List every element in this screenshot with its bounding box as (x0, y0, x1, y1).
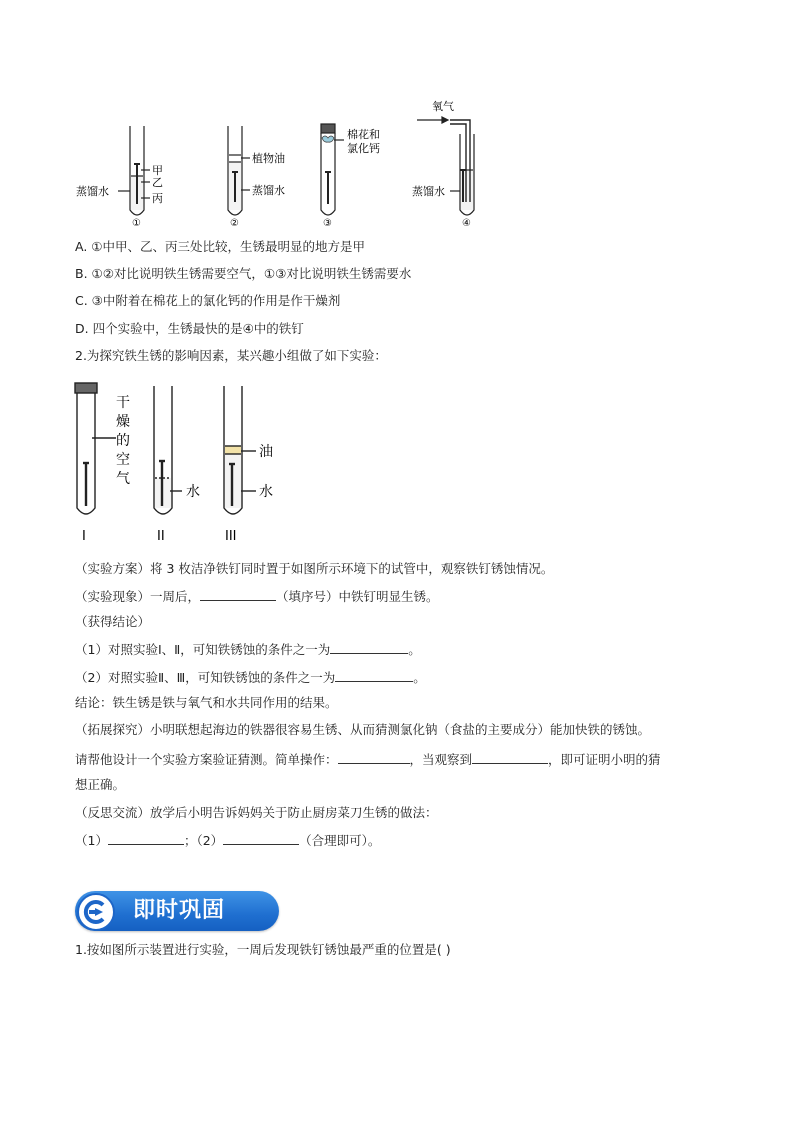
phenomenon-text-b: （填序号）中铁钉明显生锈。 (276, 589, 439, 604)
conclusion-2-text: （2）对照实验Ⅱ、Ⅲ，可知铁锈蚀的条件之一为 (75, 670, 336, 685)
option-d: D. 四个实验中，生锈最快的是④中的铁钉 (75, 321, 304, 336)
label-dry-air-3: 的 (116, 433, 130, 449)
blank-reflection-2[interactable] (223, 831, 299, 845)
blank-conclusion-1[interactable] (330, 640, 408, 654)
conclusion-2 (75, 668, 426, 687)
tube-label-2: II (157, 529, 165, 543)
conclusion-heading: （获得结论） (75, 614, 151, 629)
label-distilled-water-4: 蒸馏水 (412, 185, 445, 198)
option-c: C. ③中附着在棉花上的氯化钙的作用是作干燥剂 (75, 293, 341, 308)
design-experiment-end: 想正确。 (75, 777, 126, 792)
phenomenon-text-a: （实验现象）一周后， (75, 589, 201, 604)
tube-number-2: ② (230, 218, 239, 229)
label-oxygen: 氧气 (432, 100, 454, 113)
blank-conclusion-2[interactable] (335, 668, 413, 682)
figure-rust-experiment-1 (70, 92, 510, 230)
blank-observation[interactable] (472, 750, 548, 764)
conclusion-1 (75, 640, 421, 659)
label-oil-tube-3: 油 (259, 444, 273, 460)
label-cotton-line1: 棉花和 (347, 128, 380, 141)
experiment-phenomenon (75, 587, 439, 606)
option-b: B. ①②对比说明铁生锈需要空气，①③对比说明铁生锈需要水 (75, 266, 412, 281)
reflection-answers (75, 831, 380, 850)
label-water-tube-3: 水 (259, 484, 273, 500)
label-yi: 乙 (152, 176, 163, 189)
reflection-text-3: （合理即可）。 (299, 833, 381, 848)
conclusion-1-end: 。 (408, 642, 421, 657)
conclusion-2-end: 。 (413, 670, 426, 685)
label-bing: 丙 (152, 192, 163, 205)
figure-rust-experiment-2 (66, 378, 306, 543)
reflection-text-2: ；（2） (183, 833, 224, 848)
section-banner (75, 887, 281, 933)
label-jia: 甲 (152, 164, 163, 177)
label-dry-air-5: 气 (116, 471, 130, 487)
label-vegetable-oil: 植物油 (252, 152, 285, 165)
reflection-text-1: （1） (75, 833, 108, 848)
design-text-b: ，当观察到 (409, 752, 473, 767)
label-water-tube-2: 水 (186, 484, 200, 500)
label-distilled-water-2: 蒸馏水 (252, 184, 285, 197)
label-dry-air-2: 燥 (116, 414, 130, 430)
blank-operation[interactable] (338, 750, 410, 764)
label-distilled-water-1: 蒸馏水 (76, 185, 109, 198)
question-2-title: 2.为探究铁生锈的影响因素，某兴趣小组做了如下实验： (75, 348, 387, 363)
label-cotton-line2: 氯化钙 (347, 142, 380, 155)
label-dry-air-4: 空 (116, 452, 130, 468)
reflection: （反思交流）放学后小明告诉妈妈关于防止厨房菜刀生锈的做法： (75, 805, 438, 820)
experiment-plan: （实验方案）将 3 枚洁净铁钉同时置于如图所示环境下的试管中，观察铁钉锈蚀情况。 (75, 561, 554, 576)
tube-number-1: ① (132, 218, 141, 229)
next-question-1: 1.按如图所示装置进行实验，一周后发现铁钉锈蚀最严重的位置是( ) (75, 942, 451, 957)
extended-inquiry: （拓展探究）小明联想起海边的铁器很容易生锈、从而猜测氯化钠（食盐的主要成分）能加快铁的锈蚀。 (75, 722, 651, 737)
design-text-c: ，即可证明小明的猜 (548, 752, 661, 767)
result-statement: 结论：铁生锈是铁与氧气和水共同作用的结果。 (75, 695, 338, 710)
blank-phenomenon[interactable] (200, 587, 276, 601)
blank-reflection-1[interactable] (108, 831, 184, 845)
tube-label-1: I (82, 529, 86, 543)
option-a: A. ①中甲、乙、丙三处比较，生锈最明显的地方是甲 (75, 239, 365, 254)
banner-title: 即时巩固 (133, 898, 226, 923)
design-text-a: 请帮他设计一个实验方案验证猜测。简单操作： (75, 752, 338, 767)
tube-number-3: ③ (323, 218, 332, 229)
label-dry-air-1: 干 (116, 395, 130, 411)
conclusion-1-text: （1）对照实验Ⅰ、Ⅱ，可知铁锈蚀的条件之一为 (75, 642, 331, 657)
design-experiment (75, 750, 661, 769)
tube-number-4: ④ (462, 218, 471, 229)
arrow-circle-icon (77, 893, 115, 931)
tube-label-3: III (225, 529, 237, 543)
